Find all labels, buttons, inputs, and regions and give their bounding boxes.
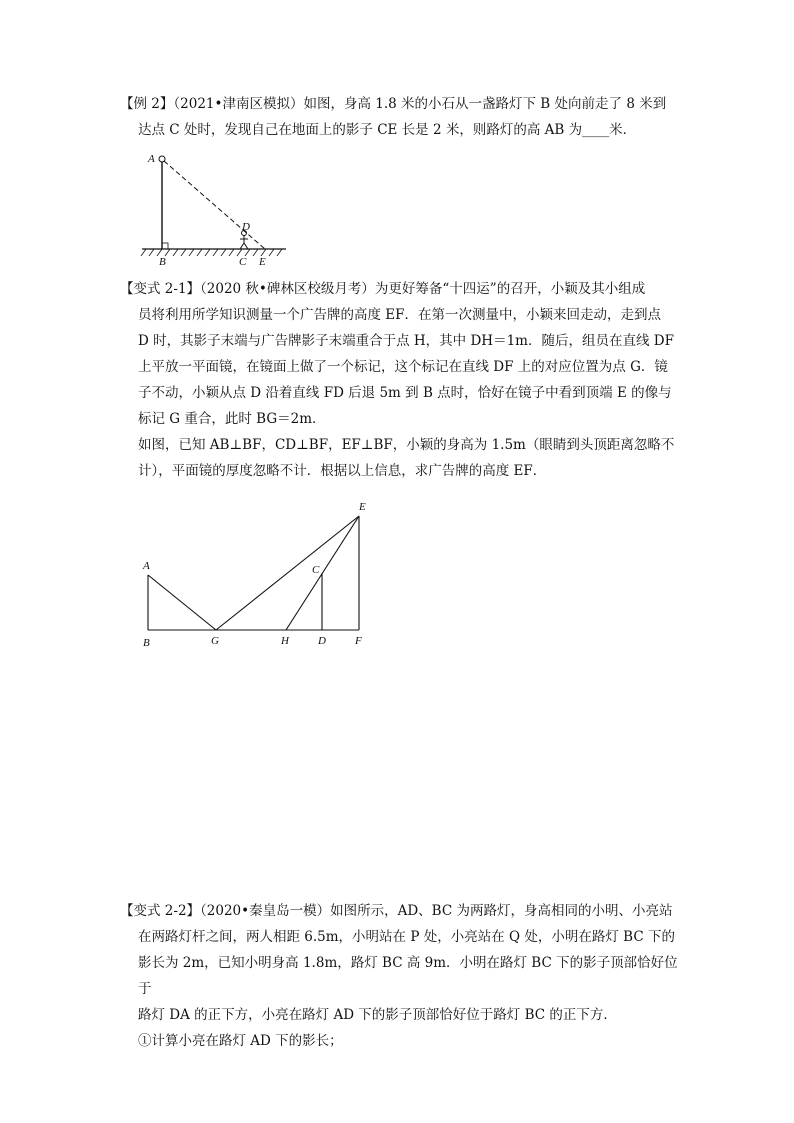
example-2-line-2: 达点 C 处时，发现自己在地面上的影子 CE 长是 2 米，则路灯的高 AB 为____米． — [138, 122, 637, 138]
variant-2-1-line-6: 标记 G 重合，此时 BG＝2m． — [138, 411, 326, 427]
label-C: C — [312, 564, 320, 576]
ground-hatching — [141, 249, 282, 256]
label-H: H — [281, 635, 289, 647]
variant-2-2-source: （2020•秦皇岛一模） — [200, 903, 331, 919]
example-2-text — [120, 91, 680, 143]
variant-2-1-tag: 【变式 2-1】 — [120, 281, 201, 297]
label-E: E — [359, 501, 366, 513]
label-D: D — [318, 635, 326, 647]
label-B: B — [159, 256, 166, 268]
example-2-figure — [138, 148, 298, 274]
example-2-source: （2021•津南区模拟） — [173, 96, 304, 112]
variant-2-2-tag: 【变式 2-2】 — [120, 903, 201, 919]
variant-2-1-text — [120, 276, 680, 484]
label-G: G — [211, 635, 219, 647]
segment-GE — [216, 516, 359, 630]
variant-2-2-text — [120, 898, 680, 1054]
example-2-line-1: 【例 2】（2021•津南区模拟）如图，身高 1.8 米的小石从一盏路灯下 B 处向前走了 8 米到 — [120, 96, 667, 112]
segment-AG — [148, 575, 216, 630]
variant-2-2-line-3: 影长为 2m，已知小明身高 1.8m，路灯 BC 高 9m．小明在路灯 BC 下的影子顶部恰好位于 — [138, 955, 678, 997]
person-figure — [240, 231, 248, 250]
variant-2-2-question-1: ①计算小亮在路灯 AD 下的影长； — [138, 1033, 343, 1049]
variant-2-2-line-1: 【变式 2-2】（2020•秦皇岛一模）如图所示，AD、BC 为两路灯，身高相同的小明、小亮站 — [120, 903, 673, 919]
variant-2-2-line-4: 路灯 DA 的正下方，小亮在路灯 AD 下的影子顶部恰好位于路灯 BC 的正下方． — [138, 1007, 617, 1023]
variant-2-1-line-4: 上平放一平面镜，在镜面上做了一个标记，这个标记在直线 DF 上的对应位置为点 G．镜 — [138, 359, 668, 375]
label-C: C — [239, 256, 247, 268]
right-angle-mark — [162, 243, 168, 249]
example-2-tag: 【例 2】 — [120, 96, 174, 112]
variant-2-1-line-3: D 时，其影子末端与广告牌影子末端重合于点 H，其中 DH＝1m．随后，组员在直线 DF — [138, 333, 674, 349]
label-D: D — [242, 221, 250, 233]
label-E: E — [259, 256, 266, 268]
variant-2-1-line-5: 子不动，小颖从点 D 沿着直线 FD 后退 5m 到 B 点时，恰好在镜子中看到顶端 E 的像与 — [138, 385, 672, 401]
label-B: B — [143, 637, 150, 649]
variant-2-1-figure — [136, 495, 386, 659]
light-ray — [164, 161, 265, 249]
variant-2-1-line-1: 【变式 2-1】（2020 秋•碑林区校级月考）为更好筹备“十四运”的召开，小颖及其小组成 — [120, 281, 646, 297]
variant-2-1-line-8: 计），平面镜的厚度忽略不计．根据以上信息，求广告牌的高度 EF． — [138, 463, 547, 479]
label-A: A — [143, 560, 150, 572]
label-F: F — [355, 635, 362, 647]
variant-2-1-line-2: 员将利用所学知识测量一个广告牌的高度 EF．在第一次测量中，小颖来回走动，走到点 — [138, 307, 662, 323]
variant-2-1-line-7: 如图，已知 AB⊥BF，CD⊥BF，EF⊥BF，小颖的身高为 1.5m（眼睛到头顶距离忽略不 — [138, 437, 675, 453]
variant-2-1-source: （2020 秋•碑林区校级月考） — [200, 281, 375, 297]
variant-2-2-line-2: 在两路灯杆之间，两人相距 6.5m，小明站在 P 处，小亮站在 Q 处，小明在路灯 BC 下的 — [138, 929, 675, 945]
label-A: A — [148, 153, 155, 165]
